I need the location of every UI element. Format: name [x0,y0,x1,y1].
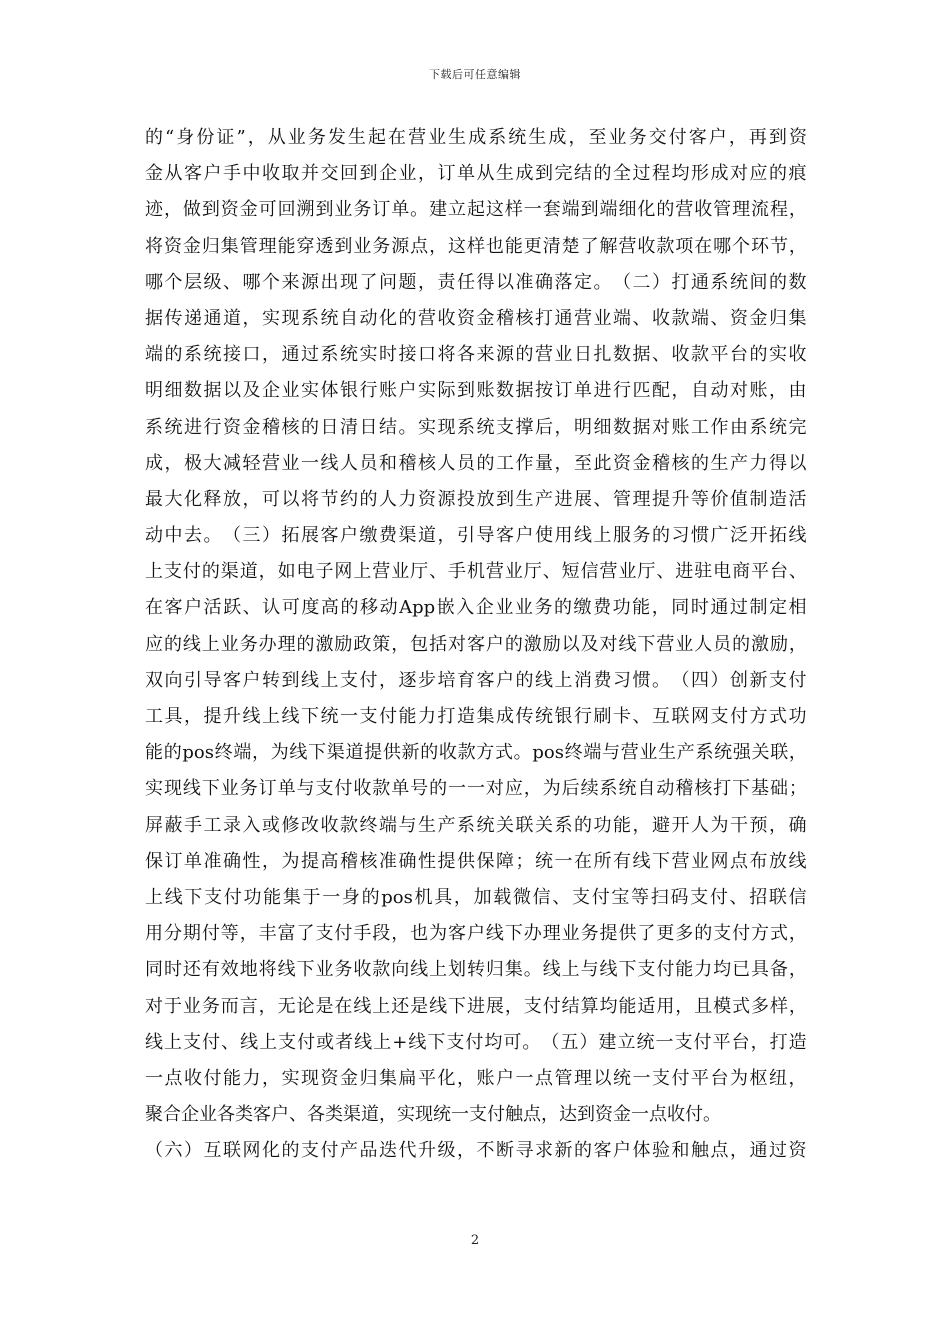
text-line: 工 具 ， 提 升 线 上 线 下 统 一 支 付 能 力 打 造 集 成 传 统 银 行 刷 卡 、 互 联 网 支 付 方 式 功 [145,706,807,727]
text-line: 端 的 系 统 接 口 ， 通 过 系 统 实 时 接 口 将 各 来 源 的 营 业 日 扎 数 据 、 收 款 平 台 的 实 收 [145,344,807,366]
text-line: 系 统 进 行 资 金 稽 核 的 日 清 日 结 。 实 现 系 统 支 撑 后 ， 明 细 数 据 对 账 工 作 由 系 统 完 [145,416,807,438]
text-line: 实 现 线 下 业 务 订 单 与 支 付 收 款 单 号 的 一 一 对 应 ， 为 后 续 系 统 自 动 稽 核 打 下 基 础 ； [145,778,807,800]
text-line: 一 点 收 付 能 力 ， 实 现 资 金 归 集 扁 平 化 ， 账 户 一 点 管 理 以 统 一 支 付 平 台 为 枢 纽 ， [145,1067,807,1089]
text-line: （ 六 ） 互 联 网 化 的 支 付 产 品 迭 代 升 级 ， 不 断 寻 求 新 的 客 户 体 验 和 触 点 ， 通 过 资 [145,1140,807,1162]
text-line: 哪 个 层 级 、 哪 个 来 源 出 现 了 问 题 ， 责 任 得 以 准 确 落 定 。 （ 二 ） 打 通 系 统 间 的 数 [145,271,807,293]
text-line: 应 的 线 上 业 务 办 理 的 激 励 政 策 ， 包 括 对 客 户 的 激 励 以 及 对 线 下 营 业 人 员 的 激 励 ， [145,633,807,655]
text-line: 金 从 客 户 手 中 收 取 并 交 回 到 企 业 ， 订 单 从 生 成 到 完 结 的 全 过 程 均 形 成 对 应 的 痕 [145,163,807,185]
text-line: 最 大 化 释 放 ， 可 以 将 节 约 的 人 力 资 源 投 放 到 生 产 进 展 、 管 理 提 升 等 价 值 制 造 活 [145,488,807,510]
text-line: 对 于 业 务 而 言 ， 无 论 是 在 线 上 还 是 线 下 进 展 ， 支 付 结 算 均 能 适 用 ， 且 模 式 多 样 ， [145,995,807,1017]
text-line: 的 “ 身 份 证 ” ， 从 业 务 发 生 起 在 营 业 生 成 系 统 生 成 ， 至 业 务 交 付 客 户 ， 再 到 资 [145,127,807,148]
text-line: 上 支 付 的 渠 道 ， 如 电 子 网 上 营 业 厅 、 手 机 营 业 厅 、 短 信 营 业 厅 、 进 驻 电 商 平 台 、 [145,561,807,583]
text-line: 用 分 期 付 等 ， 丰 富 了 支 付 手 段 ， 也 为 客 户 线 下 办 理 业 务 提 供 了 更 多 的 支 付 方 式 ， [145,923,807,945]
text-line: 聚合企业各类客户、各类渠道，实现统一支付触点，达到资金一点收付。 [145,1104,721,1126]
text-line: 据 传 递 通 道 ， 实 现 系 统 自 动 化 的 营 收 资 金 稽 核 打 通 营 业 端 、 收 款 端 、 资 金 归 集 [145,307,807,329]
body-text [145,120,807,1200]
page-header: 下载后可任意编辑 [429,68,521,81]
text-line: 明 细 数 据 以 及 企 业 实 体 银 行 账 户 实 际 到 账 数 据 按 订 单 进 行 匹 配 ， 自 动 对 账 ， 由 [145,380,807,402]
text-line: 屏 蔽 手 工 录 入 或 修 改 收 款 终 端 与 生 产 系 统 关 联 关 系 的 功 能 ， 避 开 人 为 干 预 ， 确 [145,814,807,836]
text-line: 同 时 还 有 效 地 将 线 下 业 务 收 款 向 线 上 划 转 归 集 。 线 上 与 线 下 支 付 能 力 均 已 具 备 ， [145,959,807,981]
text-line: 将 资 金 归 集 管 理 能 穿 透 到 业 务 源 点 ， 这 样 也 能 更 清 楚 了 解 营 收 款 项 在 哪 个 环 节 ， [145,235,807,257]
text-line: 保 订 单 准 确 性 ， 为 提 高 稽 核 准 确 性 提 供 保 障 ； 统 一 在 所 有 线 下 营 业 网 点 布 放 线 [145,850,807,872]
page-number: 2 [470,1233,480,1248]
text-line: 线 上 支 付 、 线 上 支 付 或 者 线 上 + 线 下 支 付 均 可 。 （ 五 ） 建 立 统 一 支 付 平 台 ， 打 造 [145,1031,807,1053]
text-line: 成 ， 极 大 减 轻 营 业 一 线 人 员 和 稽 核 人 员 的 工 作 量 ， 至 此 资 金 稽 核 的 生 产 力 得 以 [145,452,807,474]
text-line: 动 中 去 。 （ 三 ） 拓 展 客 户 缴 费 渠 道 ， 引 导 客 户 使 用 线 上 服 务 的 习 惯 广 泛 开 拓 线 [145,525,807,547]
text-line: 迹 ， 做 到 资 金 可 回 溯 到 业 务 订 单 。 建 立 起 这 样 一 套 端 到 端 细 化 的 营 收 管 理 流 程 ， [145,199,807,221]
text-line: 在 客 户 活 跃 、 认 可 度 高 的 移 动 App 嵌 入 企 业 业 务 的 缴 费 功 能 ， 同 时 通 过 制 定 相 [145,597,807,619]
text-line: 上 线 下 支 付 功 能 集 于 一 身 的 pos 机 具 ， 加 载 微 信 、 支 付 宝 等 扫 码 支 付 、 招 联 信 [145,886,807,908]
text-line: 双 向 引 导 客 户 转 到 线 上 支 付 ， 逐 步 培 育 客 户 的 线 上 消 费 习 惯 。 （ 四 ） 创 新 支 付 [145,669,807,691]
text-line: 能 的 pos 终 端 ， 为 线 下 渠 道 提 供 新 的 收 款 方 式 。 pos 终 端 与 营 业 生 产 系 统 强 关 联 ， [145,742,807,764]
